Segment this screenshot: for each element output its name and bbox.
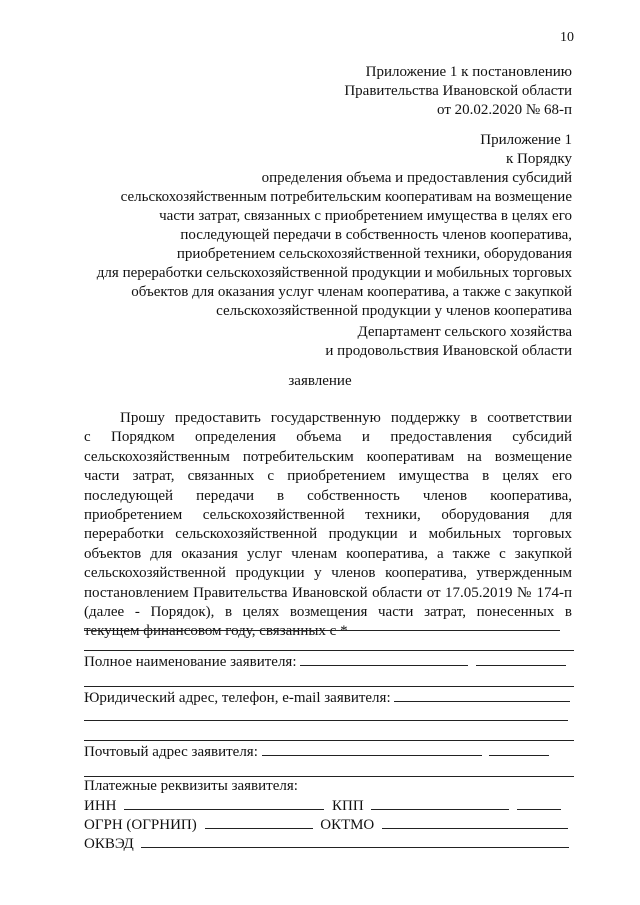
- appendix-order-line: сельскохозяйственным потребительским кооперативам на возмещение: [120, 189, 572, 205]
- blank-line[interactable]: [84, 686, 574, 687]
- blank-line[interactable]: [84, 630, 560, 631]
- appendix-order-line: последующей передачи в собственность членов кооператива,: [180, 227, 572, 243]
- appendix-order-line: к Порядку: [506, 151, 572, 167]
- body-line: сельскохозяйственным потребительским кооперативам на возмещение: [84, 448, 572, 465]
- blank-line[interactable]: [84, 720, 568, 721]
- kpp-input-extra[interactable]: [517, 796, 561, 810]
- oktmo-label: ОКТМО: [320, 817, 375, 833]
- appendix-header-line: Правительства Ивановской области: [344, 83, 572, 99]
- body-line: постановлением Правительства Ивановской области от 17.05.2019 № 174-п: [84, 584, 572, 601]
- addressee-line: и продовольствия Ивановской области: [325, 343, 572, 359]
- appendix-order-line: для переработки сельскохозяйственной продукции и мобильных торговых: [96, 265, 572, 281]
- application-body: [84, 409, 572, 642]
- body-line: с Порядком определения объема и предоставления субсидий: [84, 429, 572, 446]
- postal-address-input-extra[interactable]: [489, 742, 549, 756]
- addressee-line: Департамент сельского хозяйства: [357, 324, 572, 340]
- inn-input[interactable]: [124, 796, 324, 810]
- appendix-order-line: сельскохозяйственной продукции у членов кооператива: [216, 303, 572, 319]
- postal-address-row: [84, 742, 549, 761]
- legal-address-label: Юридический адрес, телефон, e-mail заявителя:: [84, 690, 391, 706]
- body-line: части затрат, связанных с приобретением имущества в целях его: [84, 468, 572, 485]
- postal-address-label: Почтовый адрес заявителя:: [84, 744, 258, 760]
- body-line: последующей передачи в собственность членов кооператива,: [84, 487, 572, 504]
- body-line: приобретением сельскохозяйственной техники, оборудования для: [84, 507, 572, 524]
- page-number: 10: [560, 30, 574, 45]
- oktmo-input[interactable]: [382, 815, 568, 829]
- body-line: текущем финансовом году, связанных с *: [84, 623, 348, 640]
- ogrn-label: ОГРН (ОГРНИП): [84, 817, 197, 833]
- appendix-header-line: Приложение 1 к постановлению: [365, 64, 572, 80]
- full-name-input[interactable]: [300, 652, 468, 666]
- blank-line[interactable]: [84, 650, 574, 651]
- appendix-order-line: приобретением сельскохозяйственной техники, оборудования: [176, 246, 572, 262]
- appendix-order: [97, 131, 572, 321]
- okved-label: ОКВЭД: [84, 836, 134, 852]
- okved-row: [84, 834, 569, 853]
- appendix-order-line: Приложение 1: [480, 132, 572, 148]
- kpp-input[interactable]: [371, 796, 509, 810]
- blank-line[interactable]: [84, 776, 574, 777]
- body-line: переработки сельскохозяйственной продукции и мобильных торговых: [84, 526, 572, 543]
- appendix-order-line: определения объема и предоставления субсидий: [261, 170, 572, 186]
- body-line: Прошу предоставить государственную поддержку в соответствии: [120, 410, 572, 426]
- kpp-label: КПП: [332, 798, 364, 814]
- ogrn-input[interactable]: [205, 815, 313, 829]
- full-name-input-extra[interactable]: [476, 652, 566, 666]
- payment-details-heading: [84, 778, 298, 795]
- payment-details-label: Платежные реквизиты заявителя:: [84, 778, 298, 794]
- appendix-header: [344, 63, 572, 120]
- inn-kpp-row: [84, 796, 561, 815]
- inn-label: ИНН: [84, 798, 117, 814]
- document-title: заявление: [288, 373, 352, 389]
- postal-address-input[interactable]: [262, 742, 482, 756]
- okved-input[interactable]: [141, 834, 569, 848]
- addressee: [325, 323, 572, 361]
- legal-address-input[interactable]: [394, 688, 570, 702]
- appendix-order-line: объектов для оказания услуг членам кооператива, а также с закупкой: [131, 284, 572, 300]
- legal-address-row: [84, 688, 570, 707]
- ogrn-oktmo-row: [84, 815, 568, 834]
- appendix-order-line: части затрат, связанных с приобретением имущества в целях его: [159, 208, 572, 224]
- body-line: сельскохозяйственной продукции у членов кооператива, утвержденным: [84, 565, 572, 582]
- full-name-row: [84, 652, 566, 671]
- body-line: объектов для оказания услуг членам кооператива, а также с закупкой: [84, 545, 572, 562]
- blank-line[interactable]: [84, 740, 574, 741]
- full-name-label: Полное наименование заявителя:: [84, 654, 297, 670]
- body-line: (далее - Порядок), в целях возмещения части затрат, понесенных в: [84, 604, 572, 621]
- appendix-header-line: от 20.02.2020 № 68-п: [437, 102, 572, 118]
